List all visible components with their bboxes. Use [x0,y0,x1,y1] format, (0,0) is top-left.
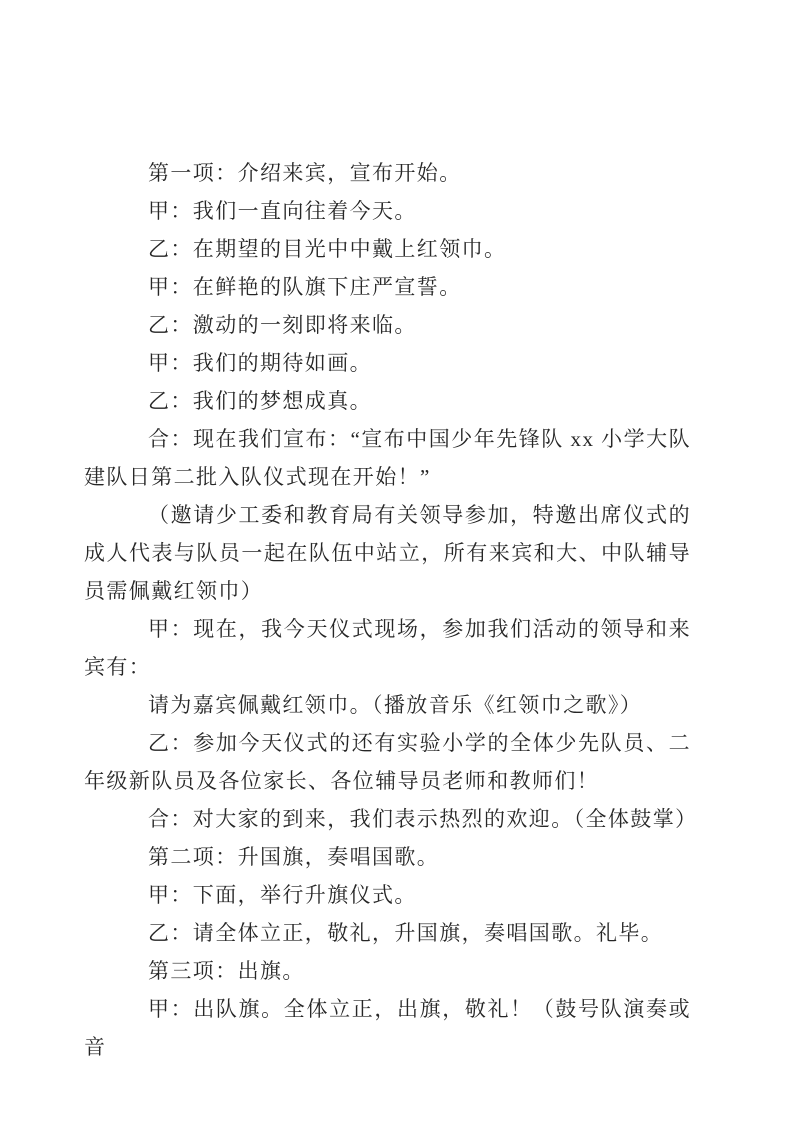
paragraph: 第三项：出旗。 [148,959,305,983]
paragraph: 甲：出队旗。全体立正，出旗，敬礼！（鼓号队演奏或音 [84,997,691,1059]
paragraph: 合：对大家的到来，我们表示热烈的欢迎。（全体鼓掌） [148,807,698,831]
paragraph: 甲：现在，我今天仪式现场，参加我们活动的领导和来宾有： [84,617,691,679]
paragraph: 第一项：介绍来宾，宣布开始。 [148,161,462,185]
paragraph: 乙：在期望的目光中中戴上红领巾。 [148,237,507,261]
paragraph: 乙：请全体立正，敬礼，升国旗，奏唱国歌。礼毕。 [148,921,664,945]
paragraph: 乙：我们的梦想成真。 [148,389,372,413]
paragraph: （邀请少工委和教育局有关领导参加，特邀出席仪式的成人代表与队员一起在队伍中站立，所有来宾和大、中队辅导员需佩戴红领巾） [84,503,691,603]
paragraph: 甲：我们的期待如画。 [148,351,372,375]
paragraph: 甲：下面，举行升旗仪式。 [148,883,417,907]
paragraph: 乙：参加今天仪式的还有实验小学的全体少先队员、二年级新队员及各位家长、各位辅导员老师和教师们！ [84,731,691,793]
document-body [84,154,698,1066]
paragraph: 合：现在我们宣布：“宣布中国少年先锋队 xx 小学大队建队日第二批入队仪式现在开始！” [84,427,691,489]
paragraph: 甲：我们一直向往着今天。 [148,199,417,223]
paragraph: 甲：在鲜艳的队旗下庄严宣誓。 [148,275,462,299]
paragraph: 请为嘉宾佩戴红领巾。（播放音乐《红领巾之歌》） [148,693,643,717]
paragraph: 乙：激动的一刻即将来临。 [148,313,417,337]
paragraph: 第二项：升国旗，奏唱国歌。 [148,845,440,869]
